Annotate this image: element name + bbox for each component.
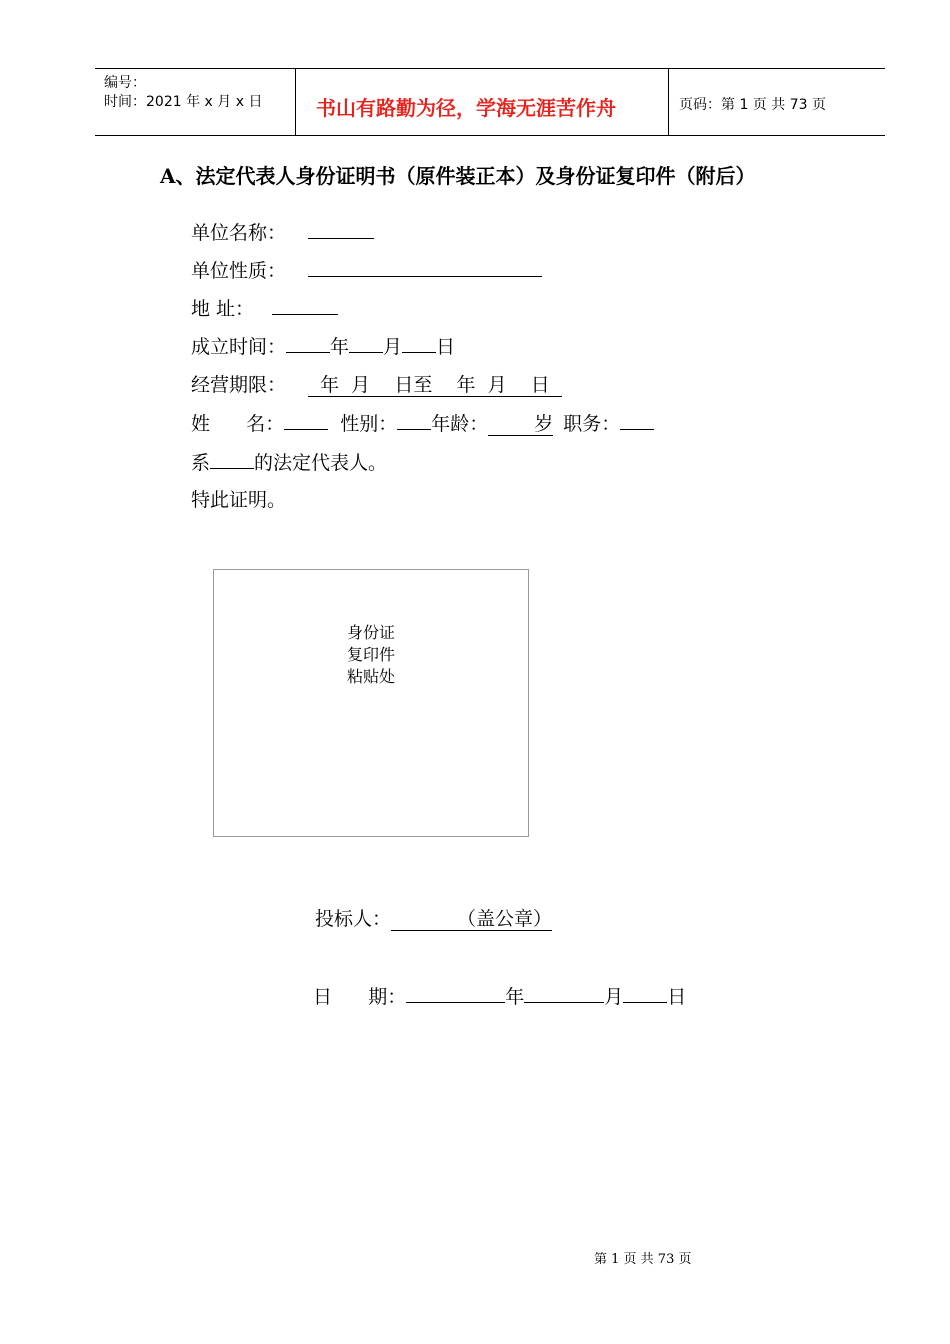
age-unit: 岁 — [534, 413, 554, 435]
seal-text: （盖公章） — [457, 908, 553, 930]
row-person — [191, 411, 654, 436]
unit-name-blank[interactable] — [308, 220, 374, 239]
header-top-rule — [95, 68, 885, 69]
id-box-line-2: 复印件 — [346, 645, 395, 664]
row-certify — [191, 488, 286, 512]
row-legal-rep — [191, 450, 387, 475]
gender-blank[interactable] — [397, 411, 431, 430]
row-address — [191, 296, 338, 321]
established-day-blank[interactable] — [402, 334, 436, 353]
header-page-info: 页码：第 1 页 共 73 页 — [679, 97, 826, 113]
company-blank[interactable] — [210, 450, 254, 469]
date-day-blank[interactable] — [623, 984, 667, 1003]
id-box-line-3: 粘贴处 — [346, 667, 395, 686]
date-year-unit: 年 — [505, 986, 525, 1008]
header-divider-2 — [668, 68, 669, 136]
header-bottom-rule — [95, 135, 885, 136]
position-blank[interactable] — [620, 411, 654, 430]
header-time-label: 时间：2021 年 x 月 x 日 — [104, 94, 263, 110]
row-term — [191, 373, 562, 397]
position-label: 职务： — [563, 413, 621, 435]
row-bidder — [315, 907, 552, 931]
date-year-blank[interactable] — [406, 984, 505, 1003]
unit-name-label: 单位名称： — [191, 222, 287, 244]
header-motto: 书山有路勤为径，学海无涯苦作舟 — [316, 96, 616, 120]
date-label: 日 期： — [313, 986, 407, 1008]
address-label: 地 址： — [191, 298, 255, 320]
legal-rep-text: 的法定代表人。 — [254, 452, 388, 474]
term-label: 经营期限： — [191, 374, 287, 396]
bidder-label: 投标人： — [315, 908, 392, 930]
established-month-blank[interactable] — [349, 334, 383, 353]
date-day-unit: 日 — [667, 986, 687, 1008]
established-year-unit: 年 — [330, 336, 350, 358]
established-label: 成立时间： — [191, 336, 287, 358]
id-box-line-1: 身份证 — [346, 623, 395, 642]
established-year-blank[interactable] — [286, 334, 330, 353]
address-blank[interactable] — [272, 296, 338, 315]
gender-label: 性别： — [340, 413, 398, 435]
established-month-unit: 月 — [383, 336, 403, 358]
name-label: 姓 名： — [191, 413, 285, 435]
row-unit-name — [191, 220, 374, 245]
certify-text: 特此证明。 — [191, 489, 287, 511]
xi-label: 系 — [191, 452, 211, 474]
name-blank[interactable] — [284, 411, 328, 430]
header-code-label: 编号： — [104, 75, 146, 91]
row-established — [191, 334, 455, 359]
row-date — [313, 984, 686, 1009]
age-blank[interactable] — [488, 413, 553, 436]
term-value[interactable]: 年 月 日至 年 月 日 — [308, 374, 562, 396]
age-label: 年龄： — [431, 413, 489, 435]
unit-nature-label: 单位性质： — [191, 260, 287, 282]
date-month-blank[interactable] — [524, 984, 604, 1003]
document-title: A、法定代表人身份证明书（原件装正本）及身份证复印件（附后） — [160, 164, 756, 188]
footer-page-number: 第 1 页 共 73 页 — [594, 1252, 692, 1267]
established-day-unit: 日 — [436, 336, 456, 358]
date-month-unit: 月 — [604, 986, 624, 1008]
bidder-seal-field[interactable] — [391, 908, 552, 931]
header-divider-1 — [295, 68, 296, 136]
id-card-paste-box[interactable] — [213, 569, 529, 837]
unit-nature-blank[interactable] — [308, 258, 542, 277]
row-unit-nature — [191, 258, 542, 283]
